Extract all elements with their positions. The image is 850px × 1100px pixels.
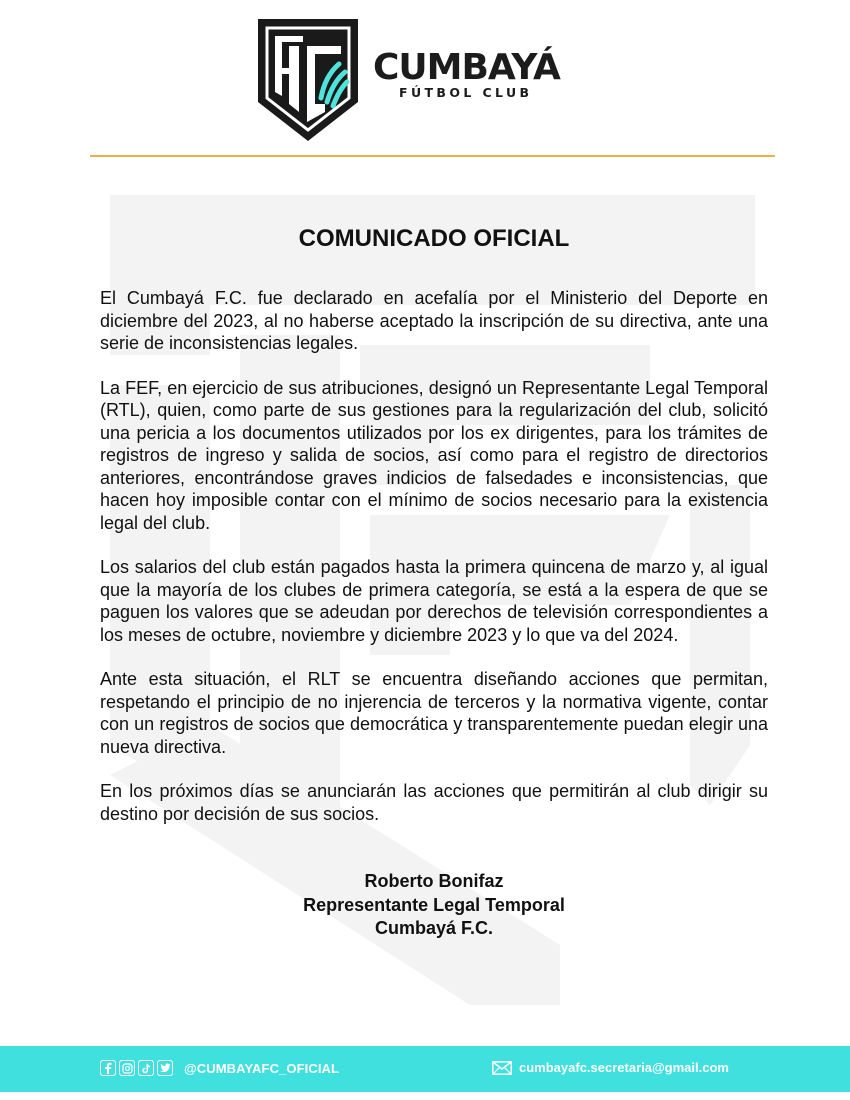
paragraph: El Cumbayá F.C. fue declarado en acefalía por el Ministerio del Deporte en diciembre del 2023, al no haberse aceptado la inscripción de su directiva, ante una serie de inconsistencias legales. — [100, 288, 768, 353]
social-links — [100, 1060, 339, 1076]
brand-wordmark — [373, 47, 573, 100]
twitter-icon[interactable] — [157, 1060, 173, 1076]
document-body — [100, 225, 768, 847]
footer-bar — [0, 1046, 850, 1092]
tiktok-icon[interactable] — [138, 1060, 154, 1076]
signer-role: Representante Legal Temporal — [303, 894, 565, 915]
letterhead — [0, 0, 850, 160]
header-divider — [90, 155, 775, 157]
facebook-icon[interactable] — [100, 1060, 116, 1076]
signature-block — [100, 870, 768, 941]
brand-subtitle: FÚTBOL CLUB — [399, 85, 533, 100]
paragraph: La FEF, en ejercicio de sus atribuciones, designó un Representante Legal Temporal (RTL), quien, como parte de sus gestiones para la regularización del club, solicitó una pericia a los documentos utilizados por los ex dirigentes, para los trámites de registros de ingreso y salida de socios, así como para el registro de directorios anteriores, encontrándose graves indicios de falsedades e inconsistencias, que hacen hoy imposible contar con el mínimo de socios necesario para la existencia legal del club. — [100, 377, 768, 533]
signer-name: Roberto Bonifaz — [364, 871, 504, 891]
instagram-icon[interactable] — [119, 1060, 135, 1076]
page-title: COMUNICADO OFICIAL — [298, 225, 570, 252]
email-contact — [492, 1060, 729, 1075]
envelope-icon — [492, 1061, 512, 1075]
club-crest-icon — [255, 16, 361, 144]
social-handle[interactable]: @CUMBAYAFC_OFICIAL — [184, 1060, 340, 1076]
email-link[interactable]: cumbayafc.secretaria@gmail.com — [519, 1060, 729, 1075]
paragraph: Los salarios del club están pagados hasta la primera quincena de marzo y, al igual que la mayoría de los clubes de primera categoría, se está a la espera de que se paguen los valores que se adeudan por derechos de televisión correspondientes a los meses de octubre, noviembre y diciembre 2023 y lo que va del 2024. — [100, 557, 768, 645]
brand-name: CUMBAYÁ — [373, 47, 560, 88]
paragraph: Ante esta situación, el RLT se encuentra diseñando acciones que permitan, respetando el principio de no injerencia de terceros y la normativa vigente, contar con un registros de socios que democrática y transparentemente puedan elegir una nueva directiva. — [100, 669, 768, 757]
paragraph: En los próximos días se anunciarán las acciones que permitirán al club dirigir su destino por decisión de sus socios. — [100, 781, 768, 824]
signer-org: Cumbayá F.C. — [374, 918, 494, 938]
